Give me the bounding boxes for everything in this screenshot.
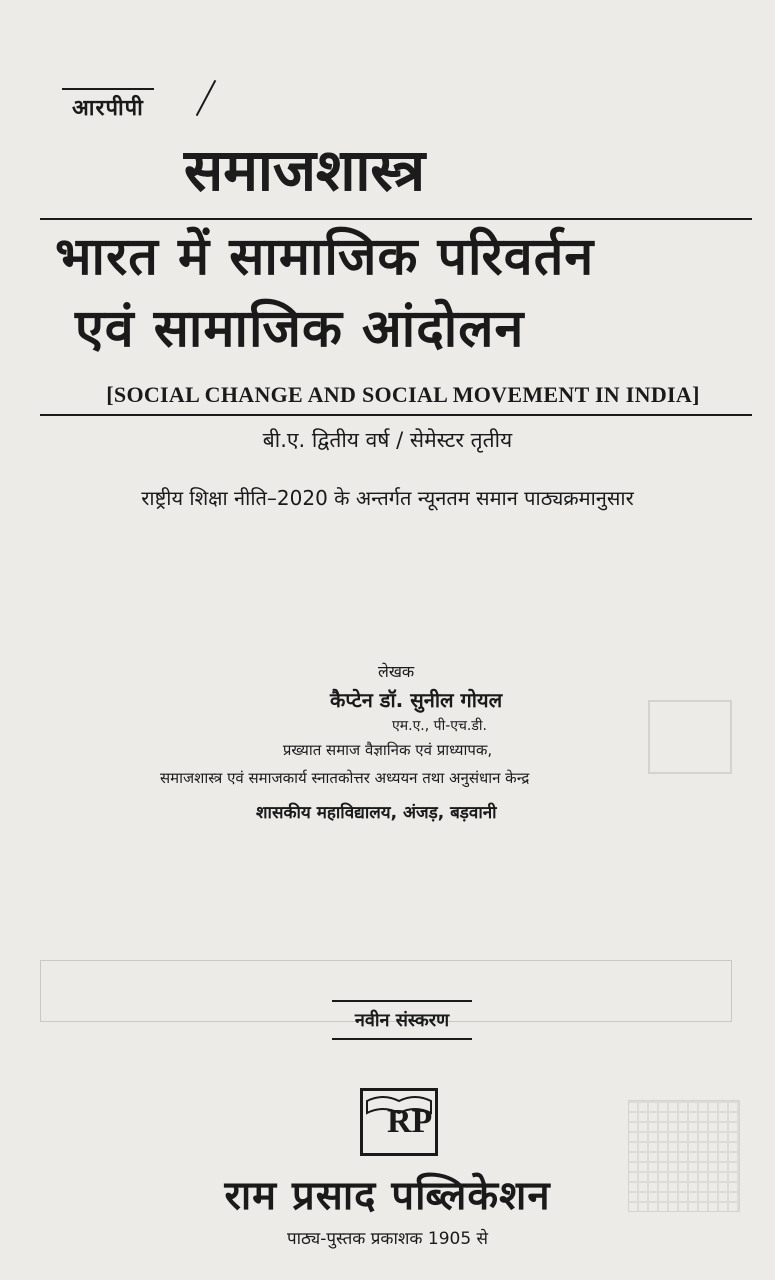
subject-heading: समाजशास्त्र <box>178 138 431 202</box>
title-line-2: एवं सामाजिक आंदोलन <box>75 299 525 359</box>
author-department: समाजशास्त्र एवं समाजकार्य स्नातकोत्तर अध्ययन तथा अनुसंधान केन्द्र <box>160 769 530 787</box>
edition-rule-bottom <box>332 1038 472 1040</box>
author-degrees: एम.ए., पी-एच.डी. <box>392 718 487 734</box>
author-name: कैप्टेन डॉ. सुनील गोयल <box>330 688 503 712</box>
publisher-logo <box>360 1088 438 1156</box>
english-title: [SOCIAL CHANGE AND SOCIAL MOVEMENT IN INDIA] <box>106 382 700 407</box>
publisher-name: राम प्रसाद पब्लिकेशन <box>224 1173 551 1219</box>
show-through-stamp <box>648 700 732 774</box>
author-institution: शासकीय महाविद्यालय, अंजड़, बड़वानी <box>256 803 497 823</box>
top-rule <box>40 218 752 220</box>
series-label: आरपीपी <box>62 88 154 122</box>
publisher-tagline: पाठ्य-पुस्तक प्रकाशक 1905 से <box>286 1229 489 1249</box>
logo-text: RP <box>387 1103 433 1140</box>
author-label: लेखक <box>378 662 415 681</box>
edition-label: नवीन संस्करण <box>354 1010 450 1031</box>
series-slash-divider <box>196 80 217 116</box>
author-designation: प्रख्यात समाज वैज्ञानिक एवं प्राध्यापक, <box>282 741 493 759</box>
edition-block <box>332 1000 472 1040</box>
syllabus-note: राष्ट्रीय शिक्षा नीति–2020 के अन्तर्गत न्यूनतम समान पाठ्यक्रमानुसार <box>141 486 634 510</box>
middle-rule <box>40 414 752 416</box>
course-line: बी.ए. द्वितीय वर्ष / सेमेस्टर तृतीय <box>262 428 513 452</box>
title-line-1: भारत में सामाजिक परिवर्तन <box>55 227 595 287</box>
